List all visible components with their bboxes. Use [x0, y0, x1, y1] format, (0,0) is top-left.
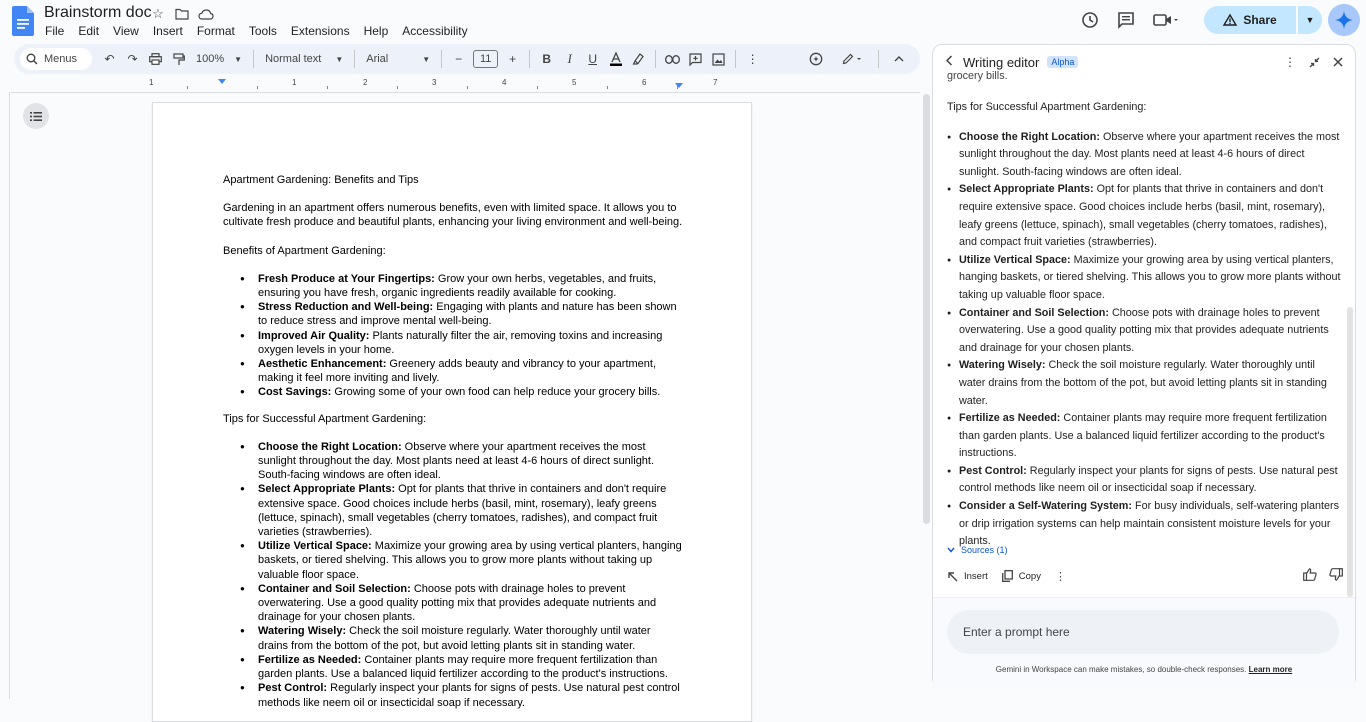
thumbs-down-icon[interactable] — [1329, 568, 1343, 584]
response-actions — [947, 567, 1343, 585]
vertical-ruler[interactable] — [0, 92, 10, 699]
insert-button[interactable] — [947, 571, 988, 582]
list-item-term: Container and Soil Selection: — [959, 306, 1109, 319]
more-options-icon[interactable]: ⋮ — [746, 52, 759, 66]
back-arrow-icon[interactable] — [945, 55, 959, 69]
list-item-term: Utilize Vertical Space: — [258, 540, 372, 553]
font-select[interactable] — [360, 53, 436, 65]
undo-icon[interactable]: ↶ — [104, 52, 115, 66]
style-value: Normal text — [265, 53, 322, 65]
collapse-icon[interactable] — [1305, 53, 1323, 71]
menu-accessibility[interactable]: Accessibility — [402, 24, 468, 38]
list-item-term: Fertilize as Needed: — [258, 653, 362, 666]
bold-icon[interactable]: B — [542, 52, 551, 66]
list-item-text: Growing some of your own food can help reduce your grocery bills. — [331, 386, 661, 399]
truncated-text: grocery bills. — [947, 70, 1008, 82]
editing-mode-icon[interactable] — [833, 48, 873, 70]
menu-bar — [38, 22, 475, 40]
insert-label: Insert — [964, 570, 988, 582]
list-item — [959, 463, 1342, 498]
scrollbar-thumb[interactable] — [923, 94, 930, 524]
toolbar-divider — [253, 50, 254, 68]
list-item — [258, 482, 683, 539]
menu-extensions[interactable]: Extensions — [290, 24, 350, 38]
list-item-text: Greenery adds beauty and vibrancy to your apartment, making it feel more inviting and lively. — [258, 358, 657, 385]
list-item-term: Fertilize as Needed: — [959, 412, 1061, 425]
lock-warning-icon — [1223, 14, 1237, 26]
zoom-value: 100% — [196, 53, 225, 65]
panel-title: Writing editor — [963, 54, 1040, 70]
list-item-term: Consider a Self-Watering System: — [959, 500, 1132, 513]
list-item-term: Select Appropriate Plants: — [258, 483, 396, 496]
list-item-text: Regularly inspect your plants for signs of pests. Use natural pest control methods like neem oil or insecticidal soap if necessary. — [959, 464, 1338, 495]
ruler-tick — [467, 86, 468, 89]
benefits-heading: Benefits of Apartment Gardening: — [223, 244, 386, 257]
text-color-icon[interactable] — [604, 48, 627, 70]
list-item — [258, 357, 683, 385]
list-item — [258, 300, 683, 328]
redo-icon[interactable]: ↷ — [127, 52, 138, 66]
gemini-icon[interactable] — [1328, 4, 1360, 36]
ruler-tick — [327, 86, 328, 89]
close-icon[interactable] — [1329, 53, 1347, 71]
list-item — [258, 539, 683, 582]
document-canvas — [11, 92, 920, 709]
ruler-label: 7 — [713, 78, 718, 87]
doc-heading: Apartment Gardening: Benefits and Tips — [223, 174, 419, 186]
list-item-text: Check the soil moisture regularly. Water thoroughly until water drains from the bottom of the pot, but avoid letting plants sit in standing water. — [959, 359, 1327, 407]
share-options-button[interactable] — [1298, 6, 1322, 34]
toolbar-divider — [655, 50, 656, 68]
list-item-text: Observe where your apartment receives the most sunlight throughout the day. Most plants need at least 4-6 hours of direct sunlight. South-facing windows are often ideal. — [959, 130, 1340, 178]
chevron-up-icon[interactable] — [884, 48, 914, 70]
list-item-term: Watering Wisely: — [258, 625, 347, 638]
list-item-text: Grow your own herbs, vegetables, and fruits, ensuring you have fresh, organic ingredients readily available for cooking. — [258, 272, 657, 300]
menu-edit[interactable]: Edit — [78, 24, 100, 38]
insert-image-icon[interactable] — [707, 48, 730, 70]
share-button[interactable] — [1204, 6, 1296, 34]
list-item-text: Opt for plants that thrive in containers and don't require extensive space. Good choices include herbs (basil, mint, rosemary), leafy greens (lettuce, spinach), small vegetables (cherry tomatoes, radishes), and compact fruit varieties (strawberries). — [258, 483, 667, 539]
ruler-tick — [187, 86, 188, 89]
menu-tools[interactable]: Tools — [248, 24, 277, 38]
list-item-text: Opt for plants that thrive in containers and don't require extensive space. Good choices include herbs (basil, mint, rosemary), leafy greens (lettuce, spinach), small vegetables (cherry tomatoes, radishes), and compact fruit varieties (strawberries). — [959, 183, 1327, 249]
copy-label: Copy — [1018, 570, 1041, 582]
chevron-down-icon — [947, 547, 955, 553]
list-item — [258, 624, 683, 652]
ruler-label: 5 — [572, 78, 577, 87]
increase-font-size-icon[interactable]: + — [509, 52, 517, 66]
insert-arrow-icon — [947, 571, 958, 582]
list-item-term: Container and Soil Selection: — [258, 582, 411, 595]
list-item-text: Container plants may require more frequent fertilization than garden plants. Use a balanced liquid fertilizer according to the product's instructions. — [258, 653, 668, 681]
ruler-label: 2 — [363, 78, 368, 87]
print-icon[interactable] — [144, 48, 167, 70]
panel-scrollbar[interactable] — [1347, 307, 1353, 597]
list-item-text: Regularly inspect your plants for signs of pests. Use natural pest control methods like neem oil or insecticidal soap if necessary. — [258, 682, 680, 709]
menu-help[interactable]: Help — [363, 24, 389, 38]
video-icon[interactable] — [1146, 4, 1186, 36]
list-item-term: Aesthetic Enhancement: — [258, 358, 387, 371]
list-item-text: Plants naturally filter the air, removing toxins and increasing oxygen levels in your home. — [258, 329, 663, 356]
list-item-text: Maximize your growing area by using vertical planters, hanging baskets, or tiered shelving. This allows you to grow more plants without taking up valuable floor space. — [959, 253, 1341, 301]
list-item-text: Choose pots with drainage holes to prevent overwatering. Use a good quality potting mix that provides adequate nutrients and drainage for your chosen plants. — [258, 582, 657, 624]
list-item — [959, 129, 1342, 182]
style-select[interactable] — [259, 53, 349, 65]
list-item-text: Container plants may require more frequent fertilization than garden plants. Use a balanced liquid fertilizer according to the product's instructions. — [959, 412, 1327, 460]
ruler-tick — [607, 86, 608, 89]
list-item — [959, 357, 1342, 410]
toolbar-divider — [441, 50, 442, 68]
list-item-term: Pest Control: — [258, 682, 328, 695]
add-comment-icon[interactable] — [684, 48, 707, 70]
list-item-text: Engaging with plants and nature has been shown to reduce stress and improve mental well-being. — [258, 301, 677, 328]
cloud-icon[interactable] — [198, 6, 214, 22]
document-page[interactable] — [152, 102, 752, 722]
copy-button[interactable] — [1002, 570, 1041, 582]
list-item — [959, 305, 1342, 358]
highlight-icon[interactable] — [627, 48, 650, 70]
tips-heading: Tips for Successful Apartment Gardening: — [223, 412, 427, 425]
more-vert-icon[interactable]: ⋮ — [1054, 570, 1066, 583]
list-item — [258, 653, 683, 681]
list-item-term: Improved Air Quality: — [258, 329, 370, 342]
list-item — [258, 329, 683, 357]
list-item — [258, 681, 683, 709]
doc-intro: Gardening in an apartment offers numerous benefits, even with limited space. It allows you to cultivate fresh produce and beautiful plants, enhancing your living environment and well-being. — [223, 202, 683, 229]
underline-icon[interactable]: U — [588, 52, 597, 66]
star-icon[interactable]: ☆ — [152, 6, 164, 21]
list-item — [959, 410, 1342, 463]
history-icon[interactable] — [1074, 4, 1106, 36]
ruler-label: 4 — [502, 78, 507, 87]
ruler-tick — [677, 86, 678, 89]
decrease-font-size-icon[interactable]: − — [455, 52, 463, 66]
chevron-down-icon: ▼ — [335, 54, 344, 64]
learn-more-link[interactable]: Learn more — [1248, 665, 1293, 674]
panel-footer — [933, 597, 1355, 689]
ruler-label: 1 — [149, 78, 154, 87]
ruler-tick — [397, 86, 398, 89]
comment-icon[interactable] — [1110, 4, 1142, 36]
alpha-badge: Alpha — [1047, 56, 1078, 68]
list-item — [258, 272, 683, 300]
list-item — [258, 582, 683, 625]
menu-format[interactable]: Format — [196, 24, 235, 38]
list-item-text: Observe where your apartment receives the most sunlight throughout the day. Most plants need at least 4-6 hours of direct sunlight. South-facing windows are often ideal. — [258, 440, 655, 482]
sources-toggle[interactable] — [947, 545, 1008, 555]
response-heading: Tips for Successful Apartment Gardening: — [947, 101, 1147, 113]
list-item-term: Fresh Produce at Your Fingertips: — [258, 272, 435, 285]
list-item-text: For busy individuals, self-watering planters or drip irrigation systems can help maintain consistent moisture levels for your plants. — [959, 500, 1340, 548]
list-icon — [30, 112, 42, 121]
thumbs-up-icon[interactable] — [1303, 568, 1317, 584]
link-icon[interactable] — [661, 48, 684, 70]
menus-search[interactable] — [20, 48, 92, 70]
disclaimer-text: Gemini in Workspace can make mistakes, so double-check responses. — [995, 665, 1247, 674]
list-item — [959, 252, 1342, 305]
toolbar-divider — [878, 50, 879, 68]
ruler-label: 1 — [292, 78, 297, 87]
formatting-toolbar — [14, 44, 920, 74]
list-item — [258, 385, 683, 399]
menu-insert[interactable]: Insert — [152, 24, 183, 38]
list-item-term: Choose the Right Location: — [959, 130, 1100, 143]
prompt-input[interactable] — [947, 610, 1339, 654]
zoom-select[interactable] — [190, 53, 248, 65]
list-item-text: Choose pots with drainage holes to prevent overwatering. Use a good quality potting mix that provides adequate nutrients and drainage for your chosen plants. — [959, 306, 1329, 354]
list-item-text: Check the soil moisture regularly. Water thoroughly until water drains from the bottom of the pot, but avoid letting plants sit in standing water. — [258, 625, 651, 652]
font-size-input[interactable]: 11 — [473, 50, 498, 68]
list-item-term: Cost Savings: — [258, 386, 332, 399]
benefits-list — [223, 272, 683, 400]
document-scrollbar[interactable] — [922, 92, 931, 699]
list-item — [959, 498, 1342, 551]
list-item-term: Choose the Right Location: — [258, 440, 402, 453]
list-item-text: Maximize your growing area by using vertical planters, hanging baskets, or tiered shelving. This allows you to grow more plants without taking up valuable floor space. — [258, 540, 682, 581]
ruler-label: 6 — [642, 78, 647, 87]
list-item-term: Utilize Vertical Space: — [959, 253, 1071, 266]
ruler-label: 3 — [432, 78, 437, 87]
response-tips-list — [947, 129, 1342, 551]
document-outline-button[interactable] — [23, 103, 49, 129]
list-item-term: Pest Control: — [959, 464, 1027, 477]
list-item-term: Stress Reduction and Well-being: — [258, 301, 434, 314]
writing-editor-panel — [932, 44, 1356, 688]
menu-file[interactable]: File — [45, 24, 65, 38]
chevron-down-icon: ▼ — [1305, 15, 1315, 25]
toolbar-divider — [354, 50, 355, 68]
list-item-term: Watering Wisely: — [959, 359, 1046, 372]
sources-label: Sources (1) — [961, 545, 1008, 555]
document-body[interactable] — [223, 173, 683, 722]
search-icon — [26, 53, 38, 65]
toolbar-divider — [529, 50, 530, 68]
horizontal-ruler[interactable] — [149, 78, 752, 91]
font-value: Arial — [366, 53, 389, 65]
response-content — [947, 70, 1342, 573]
ruler-tick — [537, 86, 538, 89]
chevron-down-icon: ▼ — [234, 54, 243, 64]
left-indent-marker[interactable] — [218, 79, 226, 84]
disclaimer — [933, 665, 1355, 674]
italic-icon[interactable]: I — [567, 51, 572, 66]
copy-icon — [1002, 570, 1013, 582]
ruler-tick — [257, 86, 258, 89]
docs-logo-icon[interactable] — [12, 6, 34, 36]
toolbar-divider — [735, 50, 736, 68]
paint-format-icon[interactable] — [167, 48, 190, 70]
menus-search-label: Menus — [44, 53, 78, 65]
list-item — [959, 181, 1342, 251]
chevron-down-icon: ▼ — [422, 54, 431, 64]
more-vert-icon[interactable]: ⋮ — [1284, 55, 1296, 69]
list-item — [258, 440, 683, 483]
smart-chip-icon[interactable] — [799, 48, 833, 70]
top-bar — [0, 0, 1366, 42]
share-label: Share — [1243, 13, 1277, 27]
folder-icon[interactable] — [174, 6, 190, 22]
list-item-term: Select Appropriate Plants: — [959, 183, 1094, 196]
doc-title[interactable]: Brainstorm doc — [44, 4, 152, 21]
tips-list — [223, 440, 683, 710]
menu-view[interactable]: View — [113, 24, 139, 38]
